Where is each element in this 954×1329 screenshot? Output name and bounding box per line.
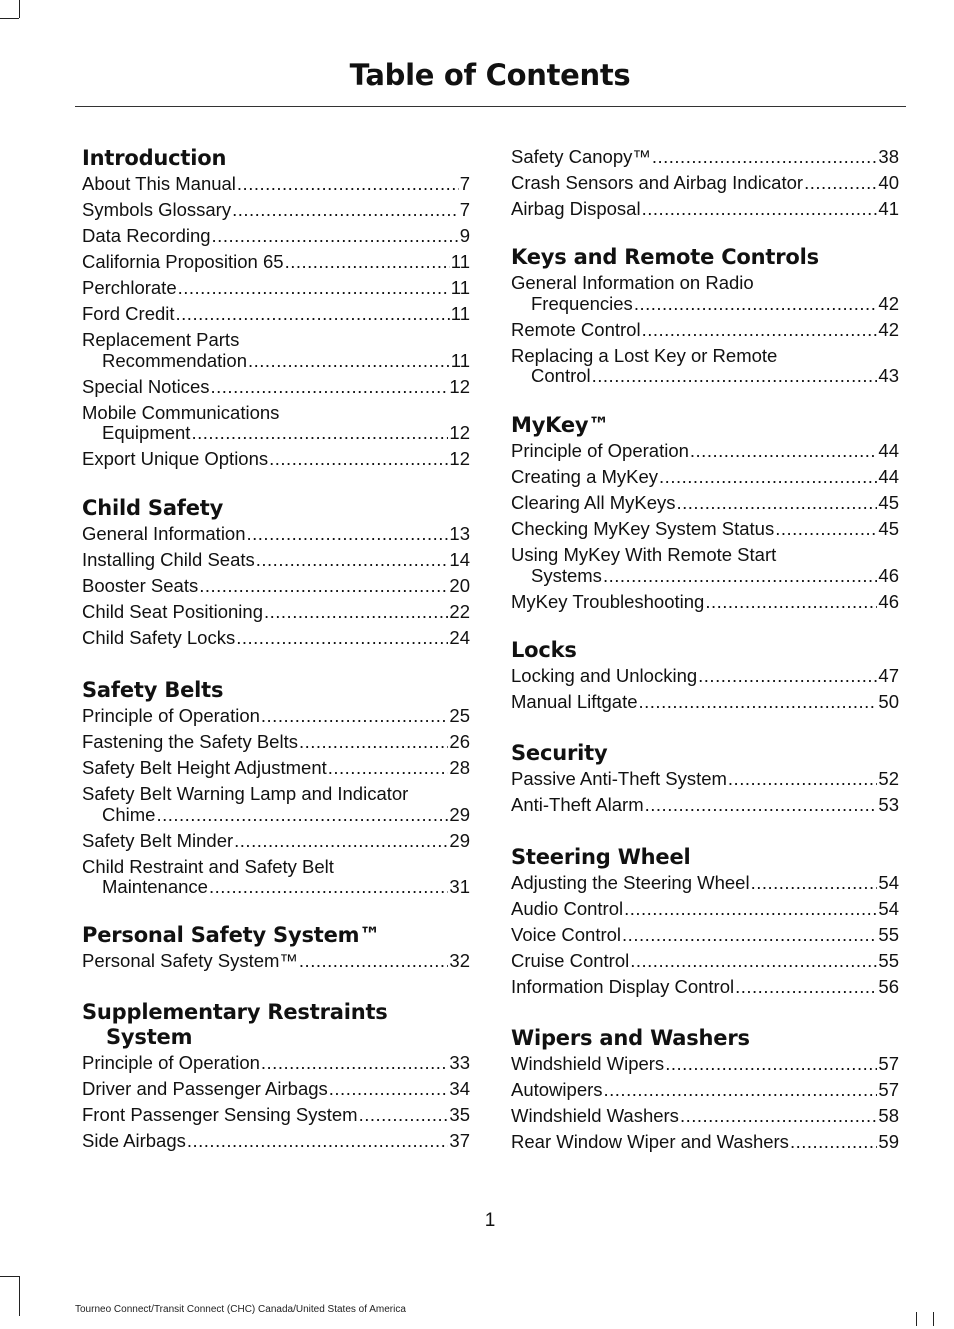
crop-mark <box>0 1276 19 1277</box>
toc-entry-page: 42 <box>878 318 899 340</box>
dot-leader <box>645 795 878 816</box>
toc-entry-page: 11 <box>450 251 470 272</box>
section-heading <box>511 845 899 870</box>
toc-entry-page: 57 <box>878 1053 899 1074</box>
section-heading-text: MyKey™ <box>511 413 610 437</box>
toc-entry[interactable] <box>82 857 470 898</box>
toc-entry-page: 11 <box>450 303 470 324</box>
toc-entry-title: Special Notices <box>82 375 210 397</box>
page-title: Table of Contents <box>349 58 631 92</box>
toc-entry[interactable] <box>511 899 899 920</box>
section-heading-text: Supplementary Restraints <box>82 1000 388 1024</box>
dot-leader <box>735 977 877 998</box>
toc-entry-title: Data Recording <box>82 225 211 246</box>
toc-entry[interactable] <box>82 1105 470 1126</box>
toc-entry-page: 9 <box>459 225 470 246</box>
toc-entry-page: 29 <box>449 803 470 825</box>
title-rule <box>75 106 906 107</box>
dot-leader <box>234 831 448 852</box>
toc-section <box>511 741 899 821</box>
toc-entry-title: Equipment <box>102 422 191 443</box>
toc-entry[interactable] <box>82 1131 470 1152</box>
toc-entry-title: Symbols Glossary <box>82 199 232 220</box>
toc-entry[interactable] <box>82 576 470 597</box>
toc-section <box>511 638 899 718</box>
dot-leader <box>630 951 877 972</box>
toc-entry-page: 44 <box>878 466 899 487</box>
dot-leader <box>790 1132 877 1153</box>
crop-mark <box>19 1276 20 1316</box>
toc-entry-page: 11 <box>450 277 470 298</box>
dot-leader <box>236 628 448 649</box>
toc-entry-title: Passive Anti-Theft System <box>511 768 727 789</box>
dot-leader <box>705 592 877 613</box>
toc-entry[interactable] <box>511 1106 899 1127</box>
toc-entry-page: 24 <box>449 627 470 648</box>
toc-entry[interactable] <box>511 467 899 488</box>
toc-entry-page: 53 <box>878 794 899 815</box>
toc-entry-title: Ford Credit <box>82 303 175 324</box>
toc-entry-title: Booster Seats <box>82 575 199 596</box>
toc-entry[interactable] <box>511 873 899 894</box>
toc-entry[interactable] <box>82 330 470 371</box>
section-heading-text: Wipers and Washers <box>511 1026 750 1050</box>
toc-entry-title: Driver and Passenger Airbags <box>82 1078 328 1099</box>
dot-leader <box>176 304 450 325</box>
toc-entry-title: Fastening the Safety Belts <box>82 731 298 752</box>
toc-entry-page: 20 <box>449 575 470 596</box>
toc-entry-title: Checking MyKey System Status <box>511 518 775 539</box>
toc-entry-page: 41 <box>878 198 899 219</box>
section-heading-text: Security <box>511 741 608 765</box>
toc-section <box>82 496 470 654</box>
dot-leader <box>639 692 878 713</box>
dot-leader <box>622 925 877 946</box>
toc-entry-page: 29 <box>449 829 470 851</box>
toc-entry[interactable] <box>82 377 470 398</box>
toc-section <box>511 413 899 618</box>
toc-entry-page: 31 <box>449 876 470 897</box>
toc-entry-title: Export Unique Options <box>82 448 269 469</box>
toc-entry-title: Child Safety Locks <box>82 627 236 648</box>
dot-leader <box>261 706 449 727</box>
section-heading <box>82 1000 470 1050</box>
toc-entry-title: Adjusting the Steering Wheel <box>511 872 750 893</box>
toc-entry[interactable] <box>511 199 899 220</box>
toc-entry-page: 55 <box>878 924 899 945</box>
toc-entry-page: 11 <box>450 349 470 371</box>
toc-entry[interactable] <box>511 493 899 514</box>
toc-entry[interactable] <box>82 226 470 247</box>
toc-entry-title: General Information <box>82 523 246 544</box>
toc-entry-page: 45 <box>878 492 899 513</box>
dot-leader <box>232 200 459 221</box>
toc-entry-title-line: Replacing a Lost Key or Remote <box>511 344 778 366</box>
toc-entry-page: 12 <box>449 375 470 397</box>
toc-section <box>511 845 899 1003</box>
crop-mark <box>933 1312 934 1326</box>
dot-leader <box>248 351 450 372</box>
dot-leader <box>187 1131 449 1152</box>
toc-entry[interactable] <box>511 951 899 972</box>
toc-entry[interactable] <box>511 925 899 946</box>
toc-section <box>511 245 899 392</box>
dot-leader <box>178 278 450 299</box>
dot-leader <box>269 449 448 470</box>
dot-leader <box>212 226 459 247</box>
toc-entry[interactable] <box>82 304 470 325</box>
toc-entry-page: 57 <box>878 1079 899 1100</box>
toc-entry[interactable] <box>82 1053 470 1074</box>
toc-entry-title: Principle of Operation <box>82 1052 260 1073</box>
toc-entry-title: Airbag Disposal <box>511 198 641 219</box>
dot-leader <box>652 147 878 168</box>
section-heading-text: Keys and Remote Controls <box>511 245 819 269</box>
toc-entry-title: Chime <box>102 803 156 825</box>
section-heading <box>511 245 899 270</box>
section-heading <box>82 496 470 521</box>
toc-entry[interactable] <box>511 519 899 540</box>
toc-entry[interactable] <box>511 666 899 687</box>
toc-section <box>82 1000 470 1157</box>
toc-entry-page: 13 <box>449 523 470 544</box>
toc-section <box>82 146 470 475</box>
toc-entry-page: 38 <box>878 146 899 167</box>
section-heading <box>82 678 470 703</box>
dot-leader <box>665 1054 877 1075</box>
toc-entry-title: Manual Liftgate <box>511 691 638 712</box>
dot-leader <box>751 873 878 894</box>
toc-entry[interactable] <box>511 320 899 341</box>
dot-leader <box>299 951 449 972</box>
toc-entry[interactable] <box>82 784 470 825</box>
dot-leader <box>603 566 877 587</box>
toc-entry[interactable] <box>511 692 899 713</box>
toc-entry-page: 45 <box>878 518 899 539</box>
dot-leader <box>642 199 878 220</box>
toc-entry[interactable] <box>511 1054 899 1075</box>
toc-entry-page: 56 <box>878 976 899 997</box>
dot-leader <box>256 550 449 571</box>
toc-entry-title: Safety Belt Minder <box>82 829 234 851</box>
toc-entry[interactable] <box>511 441 899 462</box>
toc-section <box>511 147 899 225</box>
dot-leader <box>728 769 878 790</box>
dot-leader <box>604 1080 878 1101</box>
toc-entry[interactable] <box>511 1132 899 1153</box>
toc-section <box>82 678 470 903</box>
dot-leader <box>359 1105 449 1126</box>
dot-leader <box>328 758 449 779</box>
toc-entry[interactable] <box>511 795 899 816</box>
toc-entry-title: About This Manual <box>82 173 236 194</box>
toc-entry-page: 52 <box>878 768 899 789</box>
toc-entry-page: 50 <box>878 691 899 712</box>
dot-leader <box>211 377 449 398</box>
toc-entry-title: Safety Belt Height Adjustment <box>82 757 327 778</box>
toc-entry[interactable] <box>82 732 470 753</box>
section-heading <box>511 413 899 438</box>
toc-entry-title: Cruise Control <box>511 950 630 971</box>
toc-entry-title-line: Mobile Communications <box>82 401 280 423</box>
toc-entry-title: Locking and Unlocking <box>511 665 698 686</box>
dot-leader <box>285 252 450 273</box>
section-heading-text: Locks <box>511 638 577 662</box>
toc-entry-title: Installing Child Seats <box>82 549 255 570</box>
toc-entry[interactable] <box>82 449 470 470</box>
toc-entry[interactable] <box>511 769 899 790</box>
crop-mark <box>916 1312 917 1326</box>
toc-entry-title: Audio Control <box>511 898 624 919</box>
toc-entry-title: Frequencies <box>531 292 633 314</box>
toc-entry-page: 47 <box>878 665 899 686</box>
toc-entry-title: Information Display Control <box>511 976 735 997</box>
dot-leader <box>775 519 877 540</box>
toc-entry[interactable] <box>511 545 899 586</box>
toc-entry-title: Rear Window Wiper and Washers <box>511 1131 789 1152</box>
toc-entry-title: Windshield Washers <box>511 1105 679 1126</box>
toc-entry-page: 32 <box>449 950 470 971</box>
toc-entry-title: Anti-Theft Alarm <box>511 794 644 815</box>
toc-entry[interactable] <box>82 628 470 649</box>
toc-entry[interactable] <box>82 200 470 221</box>
toc-entry[interactable] <box>82 174 470 195</box>
dot-leader <box>209 877 448 898</box>
dot-leader <box>237 174 459 195</box>
toc-entry-title-line: Replacement Parts <box>82 329 240 350</box>
toc-section <box>511 1026 899 1158</box>
toc-entry[interactable] <box>82 524 470 545</box>
section-heading <box>511 1026 899 1051</box>
toc-entry[interactable] <box>82 1079 470 1100</box>
toc-entry-page: 25 <box>449 705 470 726</box>
toc-entry[interactable] <box>511 1080 899 1101</box>
toc-entry-page: 43 <box>878 365 899 386</box>
dot-leader <box>199 576 448 597</box>
toc-entry-title: Perchlorate <box>82 277 177 298</box>
toc-entry-title: Maintenance <box>102 876 208 897</box>
toc-entry-title: Remote Control <box>511 318 641 340</box>
toc-entry-page: 42 <box>878 292 899 314</box>
section-heading-text: Steering Wheel <box>511 845 691 869</box>
dot-leader <box>659 467 877 488</box>
toc-entry-title: Safety Canopy™ <box>511 146 651 167</box>
dot-leader <box>680 1106 877 1127</box>
toc-entry-title: Personal Safety System™ <box>82 950 298 971</box>
toc-entry-page: 40 <box>878 172 899 193</box>
dot-leader <box>156 805 448 826</box>
toc-entry-page: 12 <box>449 448 470 469</box>
toc-entry-page: 35 <box>449 1104 470 1125</box>
toc-entry[interactable] <box>511 173 899 194</box>
toc-entry-page: 55 <box>878 950 899 971</box>
dot-leader <box>624 899 877 920</box>
toc-entry-title: Recommendation <box>102 349 247 371</box>
toc-entry-page: 59 <box>878 1131 899 1152</box>
toc-entry[interactable] <box>82 403 470 444</box>
toc-entry-title-line: Child Restraint and Safety Belt <box>82 855 334 877</box>
dot-leader <box>329 1079 449 1100</box>
section-heading-text: Child Safety <box>82 496 224 520</box>
toc-entry-title: Windshield Wipers <box>511 1053 665 1074</box>
toc-entry[interactable] <box>511 977 899 998</box>
toc-entry-title: MyKey Troubleshooting <box>511 590 705 612</box>
toc-entry[interactable] <box>511 273 899 314</box>
toc-entry[interactable] <box>82 758 470 779</box>
toc-entry-title: Side Airbags <box>82 1130 186 1151</box>
toc-entry-page: 26 <box>449 731 470 752</box>
dot-leader <box>191 423 448 444</box>
toc-entry-title: Front Passenger Sensing System <box>82 1104 358 1125</box>
dot-leader <box>690 441 878 462</box>
dot-leader <box>264 602 448 623</box>
dot-leader <box>247 524 449 545</box>
toc-entry-title: Principle of Operation <box>511 440 689 461</box>
toc-entry-page: 22 <box>449 601 470 622</box>
toc-entry-title: Creating a MyKey <box>511 466 659 487</box>
toc-entry-title: Systems <box>531 564 602 586</box>
section-heading-text: Introduction <box>82 146 227 170</box>
toc-entry-page: 46 <box>878 590 899 612</box>
dot-leader <box>698 666 877 687</box>
footer-text: Tourneo Connect/Transit Connect (CHC) Canada/United States of America <box>75 1304 406 1315</box>
dot-leader <box>299 732 448 753</box>
toc-entry[interactable] <box>511 147 899 168</box>
crop-mark <box>19 0 20 18</box>
toc-entry[interactable] <box>82 951 470 972</box>
section-heading-text: Safety Belts <box>82 678 224 702</box>
toc-entry[interactable] <box>82 706 470 727</box>
toc-entry-page: 46 <box>878 564 899 586</box>
toc-entry-page: 33 <box>449 1052 470 1073</box>
dot-leader <box>677 493 878 514</box>
toc-entry-page: 54 <box>878 898 899 919</box>
dot-leader <box>642 320 878 341</box>
toc-entry[interactable] <box>82 602 470 623</box>
toc-entry-title: Clearing All MyKeys <box>511 492 676 513</box>
dot-leader <box>634 294 878 315</box>
toc-entry-page: 54 <box>878 872 899 893</box>
toc-entry-title: Child Seat Positioning <box>82 601 263 622</box>
toc-entry-title: Crash Sensors and Airbag Indicator <box>511 172 804 193</box>
section-heading-text: System <box>106 1025 193 1049</box>
section-heading <box>82 146 470 171</box>
toc-entry[interactable] <box>82 278 470 299</box>
toc-entry-page: 28 <box>449 757 470 778</box>
toc-entry-title: Control <box>531 365 591 386</box>
toc-entry-title-line: Using MyKey With Remote Start <box>511 544 777 565</box>
toc-entry-title: Principle of Operation <box>82 705 260 726</box>
toc-entry-title-line: Safety Belt Warning Lamp and Indicator <box>82 783 409 804</box>
toc-entry-title: Voice Control <box>511 924 622 945</box>
toc-entry[interactable] <box>511 346 899 387</box>
toc-entry[interactable] <box>82 550 470 571</box>
toc-entry-page: 12 <box>449 422 470 443</box>
toc-entry-page: 58 <box>878 1105 899 1126</box>
toc-entry[interactable] <box>82 831 470 852</box>
toc-entry-title-line: General Information on Radio <box>511 272 754 293</box>
section-heading-text: Personal Safety System™ <box>82 923 381 947</box>
toc-entry-page: 34 <box>449 1078 470 1099</box>
crop-mark <box>0 18 19 19</box>
toc-entry-title: Autowipers <box>511 1079 603 1100</box>
page-number: 1 <box>484 1210 496 1231</box>
toc-entry[interactable] <box>511 592 899 613</box>
toc-section <box>82 923 470 977</box>
section-heading <box>511 638 899 663</box>
toc-entry-page: 14 <box>449 549 470 570</box>
section-heading <box>511 741 899 766</box>
toc-entry-page: 7 <box>459 173 470 194</box>
section-heading <box>82 923 470 948</box>
dot-leader <box>592 366 878 387</box>
dot-leader <box>261 1053 449 1074</box>
toc-entry-title: California Proposition 65 <box>82 251 284 272</box>
toc-entry-page: 37 <box>449 1130 470 1151</box>
toc-entry-page: 7 <box>459 199 470 220</box>
toc-entry[interactable] <box>82 252 470 273</box>
dot-leader <box>804 173 877 194</box>
toc-entry-page: 44 <box>878 440 899 461</box>
